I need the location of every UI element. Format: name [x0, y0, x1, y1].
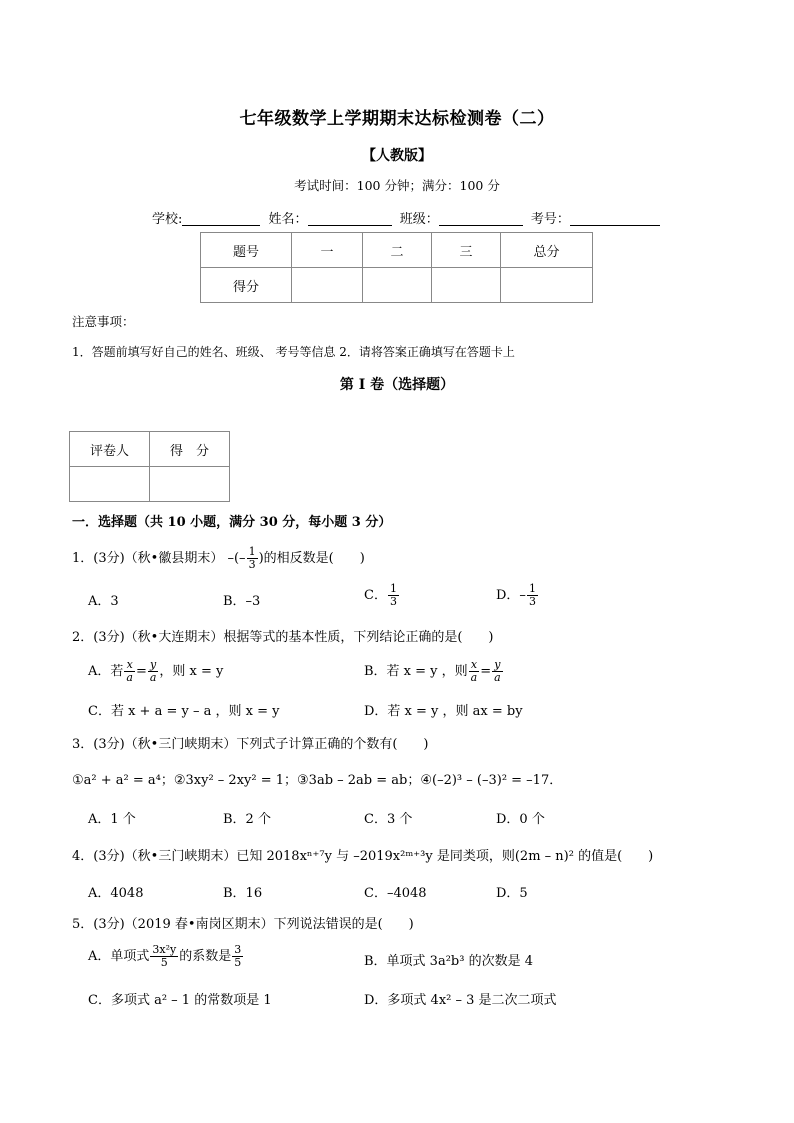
id-label: 考号： — [530, 212, 570, 227]
q2-option-c[interactable]: C．若 x + a = y – a ，则 x = y — [88, 704, 280, 719]
q1-fraction — [247, 546, 258, 571]
question-3-expressions: ①a² + a² = a⁴；②3xy² – 2xy² = 1；③3ab – 2ab = ab；④(–2)³ – (–3)² = –17． — [72, 773, 563, 788]
grader-score-label: 得 分 — [150, 432, 230, 467]
q2-option-a-suffix: ，则 x = y — [159, 664, 224, 679]
q4-option-c[interactable]: C．–4048 — [364, 886, 427, 901]
question-3-stem: 3．(3分)（秋•三门峡期末）下列式子计算正确的个数有( ) — [72, 737, 429, 752]
id-blank[interactable] — [570, 211, 660, 226]
q5-option-a-monomial — [150, 944, 178, 969]
q2-option-b-equals: = — [480, 664, 492, 679]
q2-option-a[interactable] — [88, 659, 223, 684]
q2-b-f1-numerator: x — [469, 659, 480, 672]
q1-option-b[interactable]: B．–3 — [223, 594, 261, 609]
q5-option-b[interactable]: B．单项式 3a²b³ 的次数是 4 — [364, 954, 533, 969]
edition-label: 【人教版】 — [362, 148, 432, 164]
q5-option-a-coefficient — [232, 944, 243, 969]
q1-option-d-denominator: 3 — [528, 595, 536, 608]
q4-option-b[interactable]: B．16 — [223, 886, 263, 901]
score-cell-2[interactable] — [363, 268, 432, 303]
class-blank[interactable] — [439, 211, 523, 226]
q2-option-a-equals: = — [135, 664, 147, 679]
q1-frac-numerator: 1 — [248, 545, 256, 558]
q3-option-c[interactable]: C．3 个 — [364, 812, 413, 827]
q3-option-d[interactable]: D．0 个 — [496, 812, 545, 827]
q1-option-c-denominator: 3 — [389, 595, 397, 608]
q2-option-a-frac-2 — [148, 659, 159, 684]
score-label-cell: 得分 — [201, 268, 292, 303]
q1-stem-part-a: 1．(3分)（秋•徽县期末） –(– — [72, 551, 246, 566]
grader-label: 评卷人 — [70, 432, 150, 467]
question-1-stem — [72, 546, 365, 571]
column-header-total: 总分 — [501, 233, 593, 268]
q5-option-c[interactable]: C．多项式 a² – 1 的常数项是 1 — [88, 993, 272, 1008]
question-4-stem: 4．(3分)（秋•三门峡期末）已知 2018xⁿ⁺⁷y 与 –2019x²ᵐ⁺³y 是同类项，则(2m – n)² 的值是( ) — [72, 849, 654, 864]
name-label: 姓名： — [268, 212, 308, 227]
score-table — [200, 232, 593, 303]
class-label: 班级： — [399, 212, 439, 227]
column-header-1: 一 — [292, 233, 363, 268]
score-cell-3[interactable] — [432, 268, 501, 303]
section-1-title: 一．选择题（共 10 小题，满分 30 分，每小题 3 分） — [72, 515, 392, 530]
q2-option-d[interactable]: D．若 x = y ，则 ax = by — [364, 704, 523, 719]
school-blank[interactable] — [182, 211, 260, 226]
exam-info: 考试时间：100 分钟；满分：100 分 — [294, 178, 500, 193]
q5-a-coefficient-numerator: 3 — [234, 943, 242, 956]
q5-option-a-middle: 的系数是 — [179, 949, 232, 964]
q2-option-b-frac-1 — [469, 659, 480, 684]
question-5-stem: 5．(3分)（2019 春•南岗区期末）下列说法错误的是( ) — [72, 917, 414, 932]
q5-option-a[interactable] — [88, 944, 244, 969]
q2-b-f2-numerator: y — [492, 659, 503, 672]
school-label: 学校: — [152, 212, 183, 227]
q2-a-f1-numerator: x — [124, 659, 135, 672]
exam-title: 七年级数学上学期期末达标检测卷（二） — [239, 109, 555, 129]
column-header-3: 三 — [432, 233, 501, 268]
q2-b-f1-denominator: a — [470, 671, 478, 684]
part-1-title: 第 I 卷（选择题） — [339, 377, 455, 393]
row-header-cell: 题号 — [201, 233, 292, 268]
q4-option-d[interactable]: D．5 — [496, 886, 528, 901]
q2-option-a-prefix: A．若 — [88, 664, 124, 679]
q2-a-f2-denominator: a — [149, 671, 157, 684]
question-2-stem: 2．(3分)（秋•大连期末）根据等式的基本性质，下列结论正确的是( ) — [72, 630, 494, 645]
q1-option-a[interactable]: A．3 — [88, 594, 119, 609]
q1-option-d-fraction — [527, 583, 538, 608]
name-blank[interactable] — [308, 211, 392, 226]
q3-option-a[interactable]: A．1 个 — [88, 812, 136, 827]
score-cell-1[interactable] — [292, 268, 363, 303]
q1-option-c-numerator: 1 — [389, 582, 397, 595]
q1-option-c[interactable] — [364, 583, 400, 608]
q5-a-monomial-numerator: 3x²y — [152, 943, 177, 956]
q2-a-f2-numerator: y — [148, 659, 159, 672]
grader-table — [69, 431, 230, 502]
grader-name-cell[interactable] — [70, 467, 150, 502]
q1-stem-part-b: )的相反数是( ) — [258, 551, 365, 566]
q4-option-a[interactable]: A．4048 — [88, 886, 144, 901]
q1-option-c-label: C． — [364, 588, 387, 603]
q5-a-coefficient-denominator: 5 — [234, 956, 242, 969]
q1-option-d-numerator: 1 — [528, 582, 536, 595]
student-info-line — [152, 208, 660, 227]
q5-option-d[interactable]: D．多项式 4x² – 3 是二次二项式 — [364, 993, 557, 1008]
q2-option-b[interactable] — [364, 659, 504, 684]
q1-frac-denominator: 3 — [248, 558, 256, 571]
q5-a-monomial-denominator: 5 — [160, 956, 168, 969]
q2-b-f2-denominator: a — [494, 671, 501, 684]
column-header-2: 二 — [363, 233, 432, 268]
q1-option-c-fraction — [388, 583, 399, 608]
q2-option-a-frac-1 — [124, 659, 135, 684]
notes-title: 注意事项： — [72, 314, 135, 329]
q1-option-d[interactable] — [496, 583, 539, 608]
grader-score-cell[interactable] — [150, 467, 230, 502]
q1-option-d-label: D．– — [496, 588, 526, 603]
q2-option-b-frac-2 — [492, 659, 503, 684]
q3-option-b[interactable]: B．2 个 — [223, 812, 271, 827]
q5-option-a-prefix: A．单项式 — [88, 949, 150, 964]
q2-option-b-prefix: B．若 x = y ，则 — [364, 664, 468, 679]
score-cell-total[interactable] — [501, 268, 593, 303]
notes-body: 1．答题前填写好自己的姓名、班级、 考号等信息 2．请将答案正确填写在答题卡上 — [72, 345, 515, 359]
q2-a-f1-denominator: a — [126, 671, 133, 684]
